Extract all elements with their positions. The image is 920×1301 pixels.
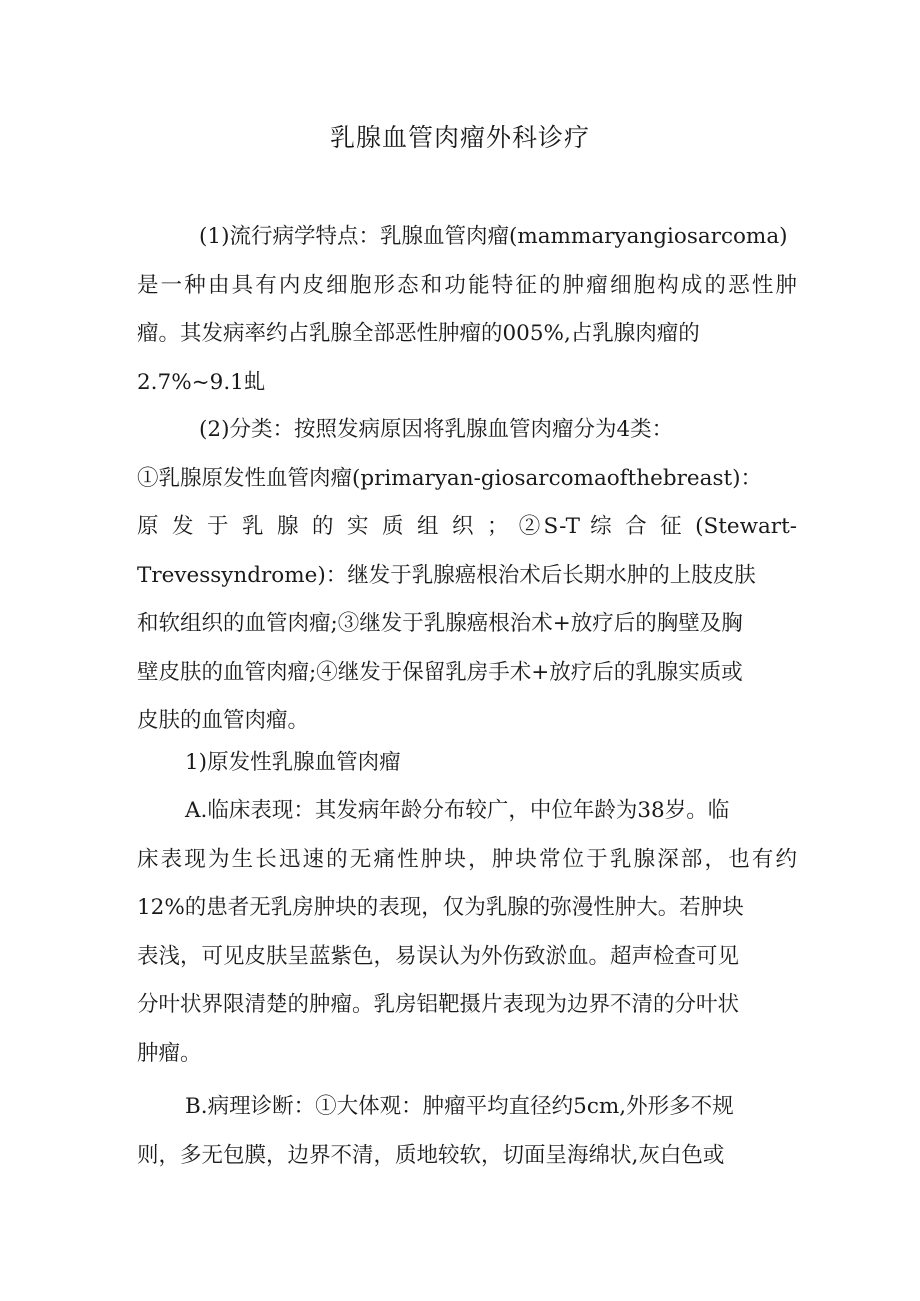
text-line: 表浅，可见皮肤呈蓝紫色，易误认为外伤致淤血。超声检查可见 [137,943,740,969]
text-line: 肿瘤。 [137,1040,202,1066]
text-line: (1)流行病学特点：乳腺血管肉瘤(mammaryangiosarcoma) [199,224,788,249]
text-line: 皮肤的血管肉瘤。 [137,708,310,733]
text-line: (2)分类：按照发病原因将乳腺血管肉瘤分为4类： [199,417,674,442]
text-line: 1)原发性乳腺血管肉瘤 [185,750,401,775]
text-line: 瘤。其发病率约占乳腺全部恶性肿瘤的005%,占乳腺肉瘤的 [137,321,700,346]
paragraph-pathology [137,1083,797,1180]
document-title: 乳腺血管肉瘤外科诊疗 [329,123,590,152]
text-line: 则，多无包膜，边界不清，质地较软，切面呈海绵状,灰白色或 [137,1142,725,1168]
paragraph-classification [137,406,797,746]
text-line: B.病理诊断：①大体观：肿瘤平均直径约5cm,外形多不规 [185,1094,734,1119]
text-line: 是一种由具有内皮细胞形态和功能特征的肿瘤细胞构成的恶性肿 [137,272,797,298]
text-line: Trevessyndrome)：继发于乳腺癌根治术后长期水肿的上肢皮肤 [137,562,756,588]
text-line: A.临床表现：其发病年龄分布较广，中位年龄为38岁。临 [185,798,730,823]
text-line: 床表现为生长迅速的无痛性肿块，肿块常位于乳腺深部，也有约 [137,846,797,872]
paragraph-clinical-manifestation [137,787,797,1078]
paragraph-epidemiology [137,213,797,407]
text-line: 原 发 于 乳 腺 的 实 质 组 织 ； ②S-T 综 合 征 (Stewart- [137,514,797,539]
subheading-primary-angiosarcoma [137,739,797,788]
text-line: 分叶状界限清楚的肿瘤。乳房铝靶摄片表现为边界不清的分叶状 [137,992,740,1017]
text-line: 和软组织的血管肉瘤;③继发于乳腺癌根治术+放疗后的胸壁及胸 [137,611,743,636]
text-line: 12%的患者无乳房肿块的表现，仅为乳腺的弥漫性肿大。若肿块 [137,895,744,920]
text-line: ①乳腺原发性血管肉瘤(primaryan-giosarcomaofthebreast)： [137,465,763,491]
text-line: 壁皮肤的血管肉瘤;④继发于保留乳房手术+放疗后的乳腺实质或 [137,659,743,685]
text-line: 2.7%~9.1虬 [137,369,266,395]
